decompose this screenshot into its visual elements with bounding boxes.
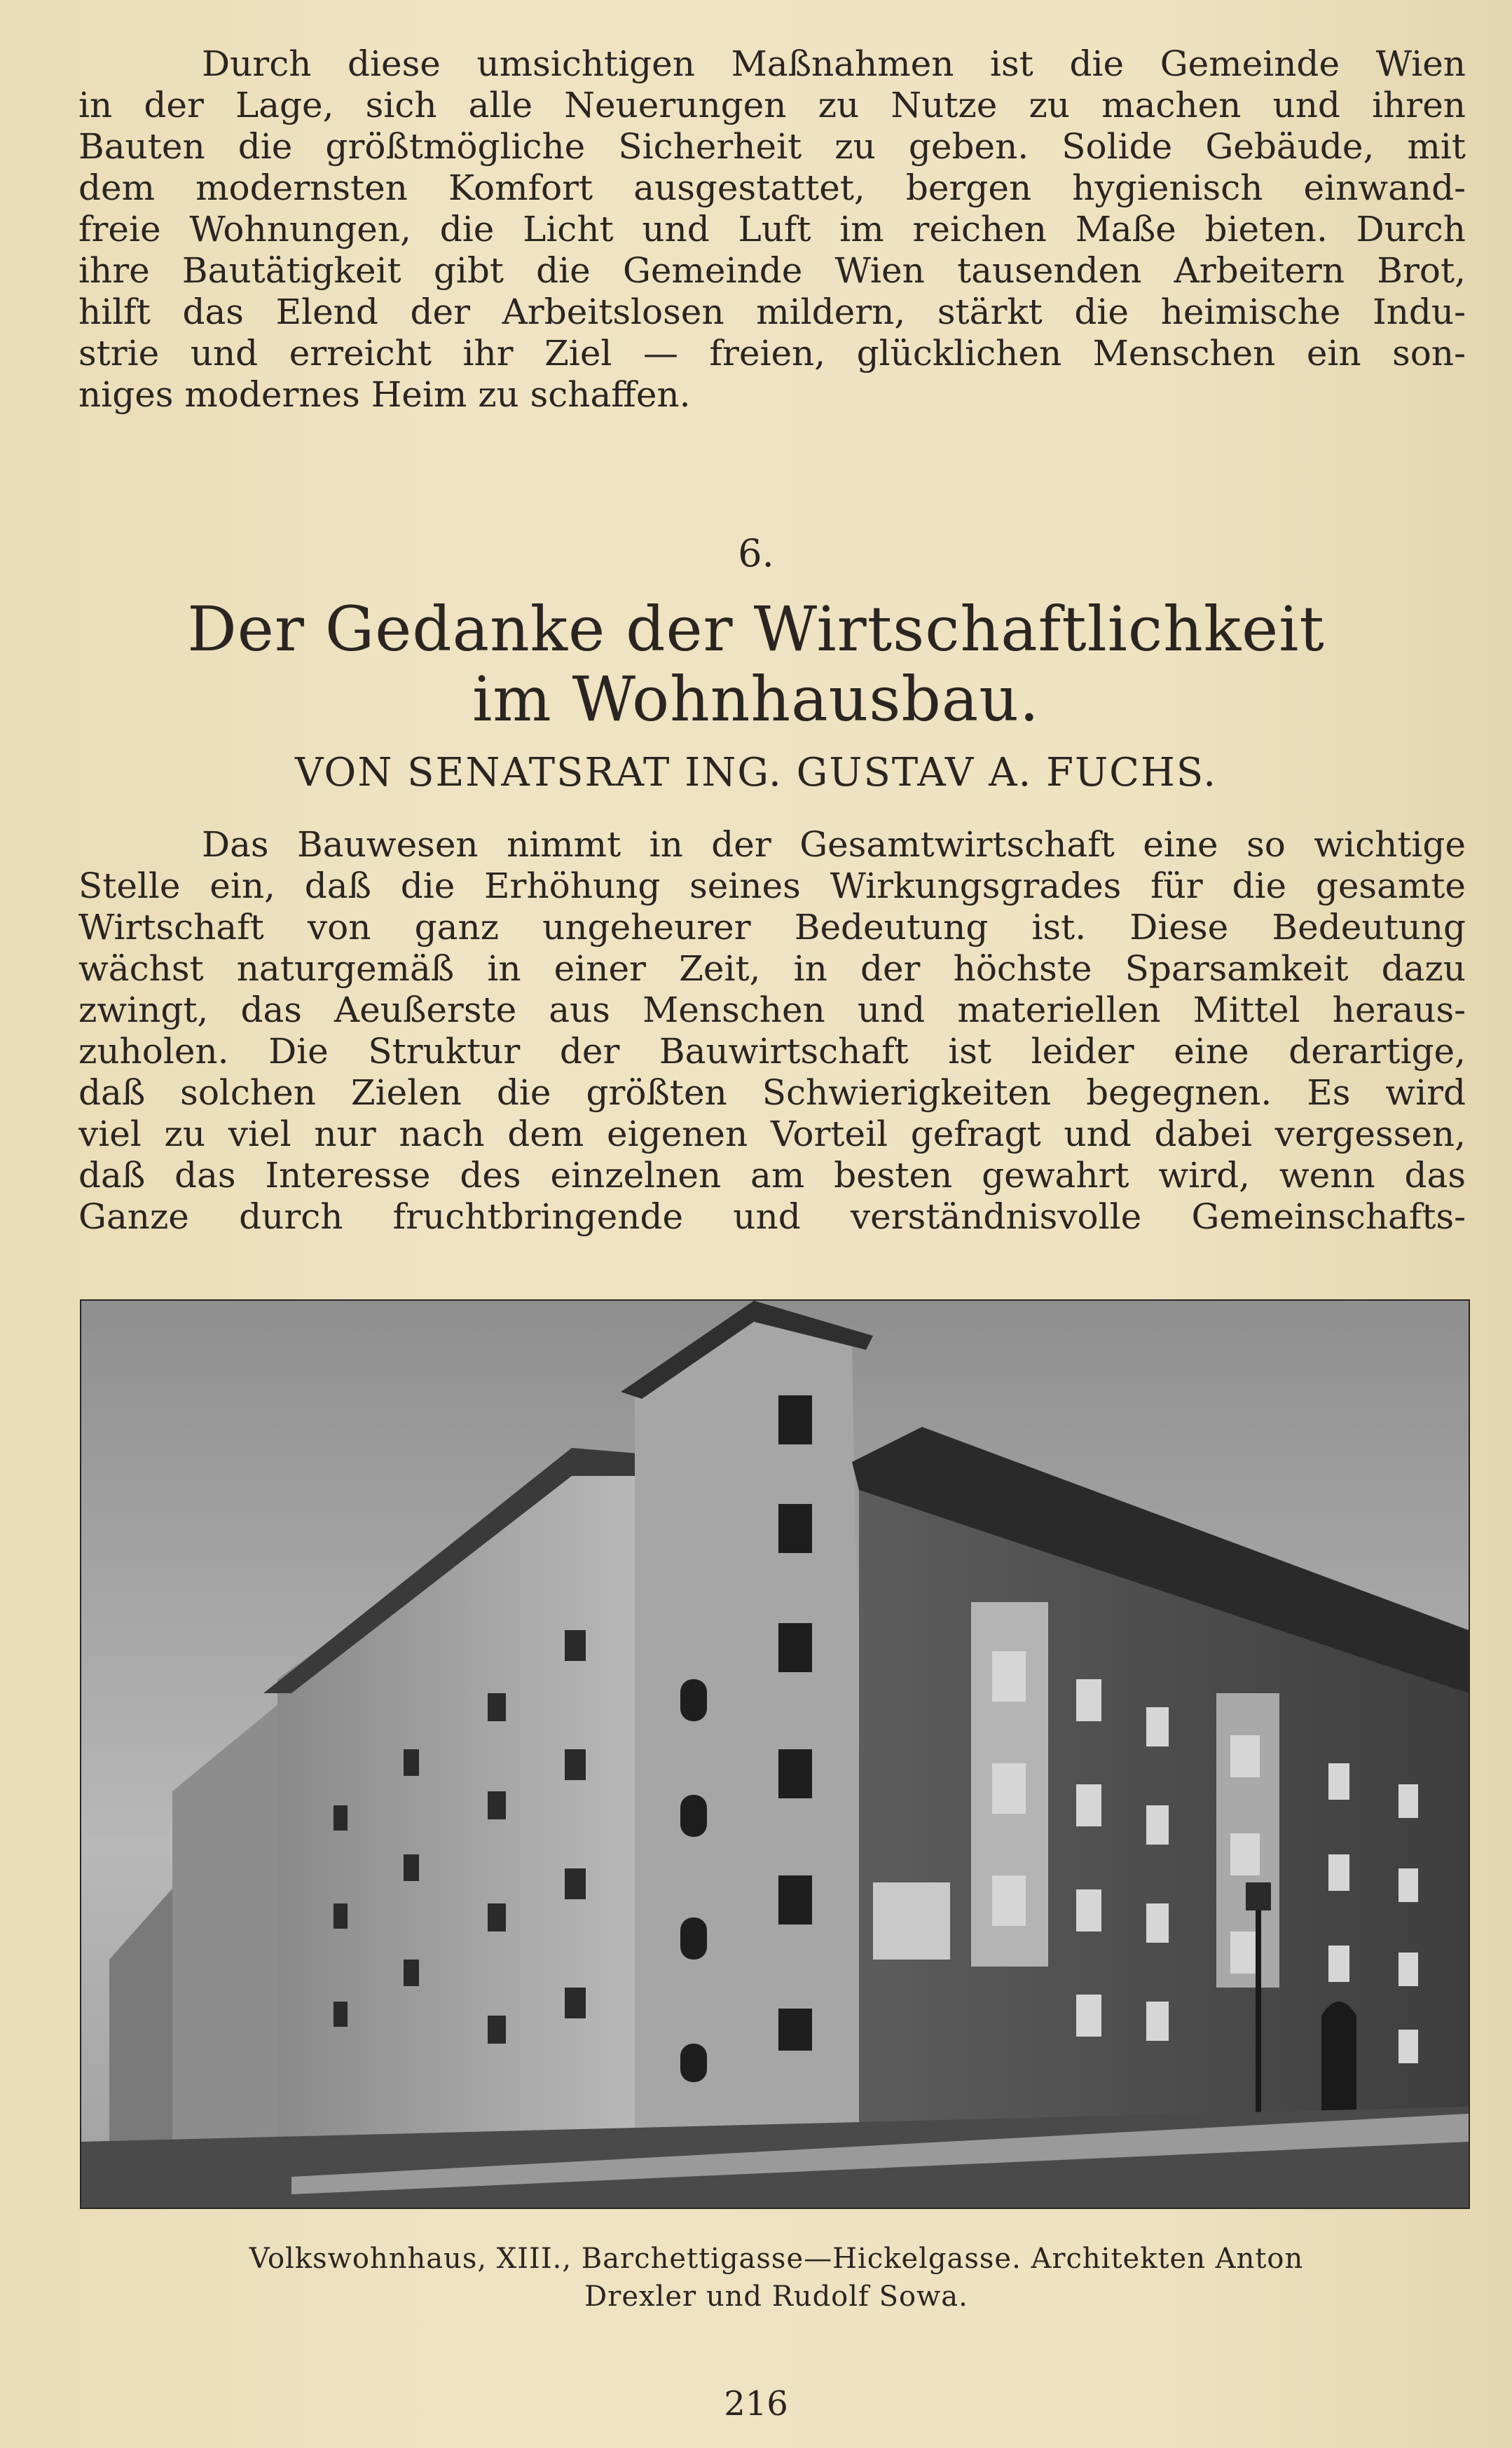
building-photograph — [80, 1299, 1470, 2209]
caption-line: Volkswohnhaus, XIII., Barchettigasse—Hickelgasse. Architekten Anton — [249, 2243, 1304, 2275]
text-line: Ganze durch fruchtbringende und verständnisvolle Gemeinschafts- — [78, 1196, 1466, 1237]
paragraph-intro — [78, 43, 1466, 416]
text-line: Das Bauwesen nimmt in der Gesamtwirtschaft eine so wichtige — [202, 824, 1466, 865]
building-illustration — [81, 1301, 1469, 2208]
text-line: hilft das Elend der Arbeitslosen mildern, stärkt die heimische Indu- — [78, 292, 1466, 332]
text-line: dem modernsten Komfort ausgestattet, bergen hygienisch einwand- — [78, 167, 1466, 208]
author-byline: VON SENATSRAT ING. GUSTAV A. FUCHS. — [294, 750, 1218, 795]
text-line: ihre Bautätigkeit gibt die Gemeinde Wien tausenden Arbeitern Brot, — [78, 250, 1466, 291]
caption-line: Drexler und Rudolf Sowa. — [584, 2281, 968, 2313]
text-line: freie Wohnungen, die Licht und Luft im reichen Maße bieten. Durch — [78, 209, 1466, 249]
figure-caption — [84, 2240, 1469, 2316]
text-line: daß solchen Zielen die größten Schwierigkeiten begegnen. Es wird — [78, 1072, 1466, 1113]
text-line: Wirtschaft von ganz ungeheurer Bedeutung ist. Diese Bedeutung — [78, 907, 1466, 948]
chapter-title-line: im Wohnhausbau. — [472, 663, 1040, 735]
text-line: viel zu viel nur nach dem eigenen Vorteil gefragt und dabei vergessen, — [78, 1114, 1466, 1154]
text-line: Stelle ein, daß die Erhöhung seines Wirkungsgrades für die gesamte — [78, 866, 1466, 906]
section-number: 6. — [738, 531, 774, 575]
text-line: strie und erreicht ihr Ziel — freien, glücklichen Menschen ein son- — [78, 333, 1466, 374]
text-line: niges modernes Heim zu schaffen. — [78, 374, 691, 415]
chapter-title — [0, 594, 1512, 734]
text-line: daß das Interesse des einzelnen am besten gewahrt wird, wenn das — [78, 1155, 1466, 1196]
paragraph-main — [78, 824, 1466, 1238]
text-line: zuholen. Die Struktur der Bauwirtschaft ist leider eine derartige, — [78, 1031, 1466, 1072]
text-line: in der Lage, sich alle Neuerungen zu Nutze zu machen und ihren — [78, 85, 1466, 125]
chapter-title-line: Der Gedanke der Wirtschaftlichkeit — [187, 593, 1325, 665]
text-line: Bauten die größtmögliche Sicherheit zu geben. Solide Gebäude, mit — [78, 126, 1466, 167]
text-line: zwingt, das Aeußerste aus Menschen und materiellen Mittel heraus- — [78, 990, 1466, 1030]
text-line: wächst naturgemäß in einer Zeit, in der höchste Sparsamkeit dazu — [78, 948, 1466, 989]
page-number: 216 — [724, 2384, 788, 2423]
text-line: Durch diese umsichtigen Maßnahmen ist die Gemeinde Wien — [202, 43, 1466, 84]
